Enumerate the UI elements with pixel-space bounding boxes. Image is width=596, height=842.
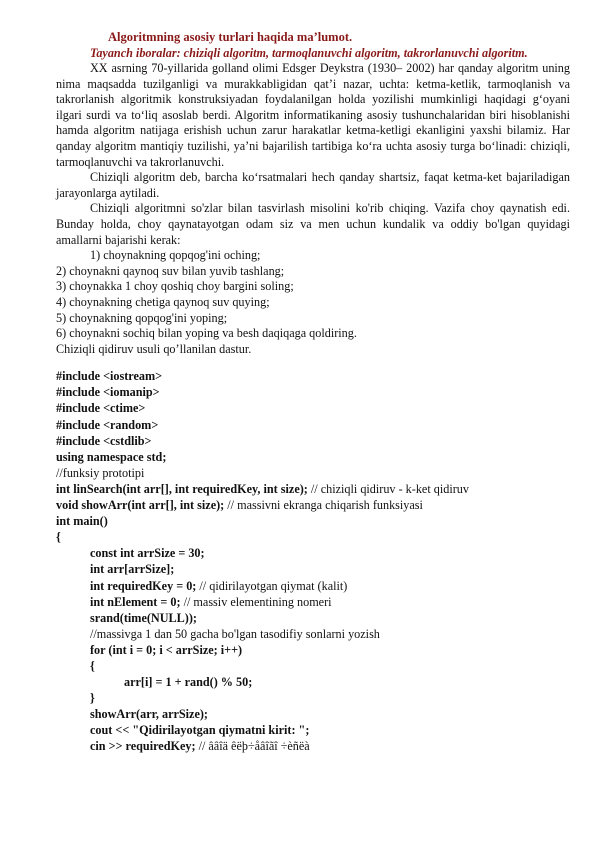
example-paragraph: Chiziqli algoritmni so'zlar bilan tasvirlash misolini ko'rib chiqing. Vazifa choy qaynatish edi. Bunday holda, choy qaynatayotgan odam siz va men uchun kundalik va oddiy bo'lgan quyidagi amallarni bajarishi kerak: — [56, 201, 570, 247]
code-line: #include <cstdlib> — [56, 433, 152, 448]
list-item: 5) choynakning qopqog'ini yoping; — [56, 310, 228, 325]
document-page — [56, 30, 570, 755]
code-line: srand(time(NULL)); — [90, 610, 197, 625]
code-line: { — [90, 658, 95, 673]
definition-paragraph: Chiziqli algoritm deb, barcha ko‘rsatmalari hech qanday shartsiz, faqat ketma-ket bajariladigan jarayonlarga aytiladi. — [56, 170, 570, 200]
steps-list — [56, 248, 570, 342]
code-line: #include <iomanip> — [56, 385, 160, 400]
intro-paragraph: XX asrning 70-yillarida golland olimi Edsger Deykstra (1930– 2002) har qanday algoritm uning nima maqsadda tuzilganligi va murakkabligidan qat’i nazar, uchta: ketma-ketlik, tarmoqlanish va takrorlanish algoritmik konstruksiyadan foydalanilgan holda yozilishi mumkinligi haqidagi g‘oyani ilgari surdi va to‘liq asoslab berdi. Algoritm informatikaning asosiy tushunchalaridan biri hisoblanishi hamda algoritm natijaga erishish uchun zarur harakatlar ketma-ketligi ekanligini yaxshi bilamiz. Har qanday algoritm mantiqiy tuzilishi, ya’ni bajarilish tartibiga ko‘ra uchta asosiy turga bo‘linadi: chiziqli, tarmoqlanuvchi va takrorlanuvchi. — [56, 61, 570, 169]
list-item: 4) choynakning chetiga qaynoq suv quying; — [56, 294, 270, 309]
code-line — [56, 481, 570, 497]
list-item: 2) choynakni qaynoq suv bilan yuvib tashlang; — [56, 263, 285, 278]
code-comment: // massiv elementining nomeri — [180, 594, 332, 609]
keywords-line: Tayanch iboralar: chiziqli algoritm, tarmoqlanuvchi algoritm, takrorlanuvchi algoritm. — [90, 46, 528, 60]
code-line: #include <ctime> — [56, 401, 146, 416]
code-comment: // ââîä êëþ÷åâîãî ÷èñëà — [195, 739, 310, 754]
code-comment: //massivga 1 dan 50 gacha bo'lgan tasodifiy sonlarni yozish — [90, 626, 380, 641]
section-title: Algoritmning asosiy turlari haqida ma’lumot. — [108, 30, 353, 44]
code-line: int arr[arrSize]; — [90, 562, 175, 577]
code-listing — [56, 368, 570, 754]
code-line: } — [90, 691, 95, 706]
code-statement: int requiredKey = 0; — [90, 578, 197, 593]
program-caption: Chiziqli qidiruv usuli qo’llanilan dastur. — [56, 341, 252, 356]
code-line — [56, 578, 570, 594]
list-item: 3) choynakka 1 choy qoshiq choy bargini soling; — [56, 279, 294, 294]
code-line — [56, 738, 570, 754]
code-statement: int nElement = 0; — [90, 594, 181, 609]
list-item: 6) choynakni sochiq bilan yoping va besh daqiqaga qoldiring. — [56, 326, 357, 341]
code-statement: cin >> requiredKey; — [90, 739, 196, 754]
code-line: { — [56, 530, 61, 545]
code-line: #include <random> — [56, 417, 159, 432]
code-line — [56, 594, 570, 610]
code-statement: void showArr(int arr[], int size); — [56, 498, 225, 513]
code-line — [56, 497, 570, 513]
code-comment: // qidirilayotgan qiymat (kalit) — [196, 578, 348, 593]
code-comment: // massivni ekranga chiqarish funksiyasi — [224, 498, 423, 513]
code-line: int main() — [56, 514, 108, 529]
code-line: #include <iostream> — [56, 369, 163, 384]
code-comment: //funksiy prototipi — [56, 465, 145, 480]
code-line: showArr(arr, arrSize); — [90, 707, 208, 722]
code-statement: int linSearch(int arr[], int requiredKey, int size); — [56, 481, 308, 496]
code-line: for (int i = 0; i < arrSize; i++) — [90, 642, 243, 657]
code-comment: // chiziqli qidiruv - k-ket qidiruv — [307, 481, 469, 496]
list-item: 1) choynakning qopqog'ini oching; — [90, 248, 261, 263]
code-line: arr[i] = 1 + rand() % 50; — [124, 675, 253, 690]
code-line: const int arrSize = 30; — [90, 546, 205, 561]
code-line: using namespace std; — [56, 449, 167, 464]
code-line: cout << "Qidirilayotgan qiymatni kirit: "; — [90, 723, 310, 738]
